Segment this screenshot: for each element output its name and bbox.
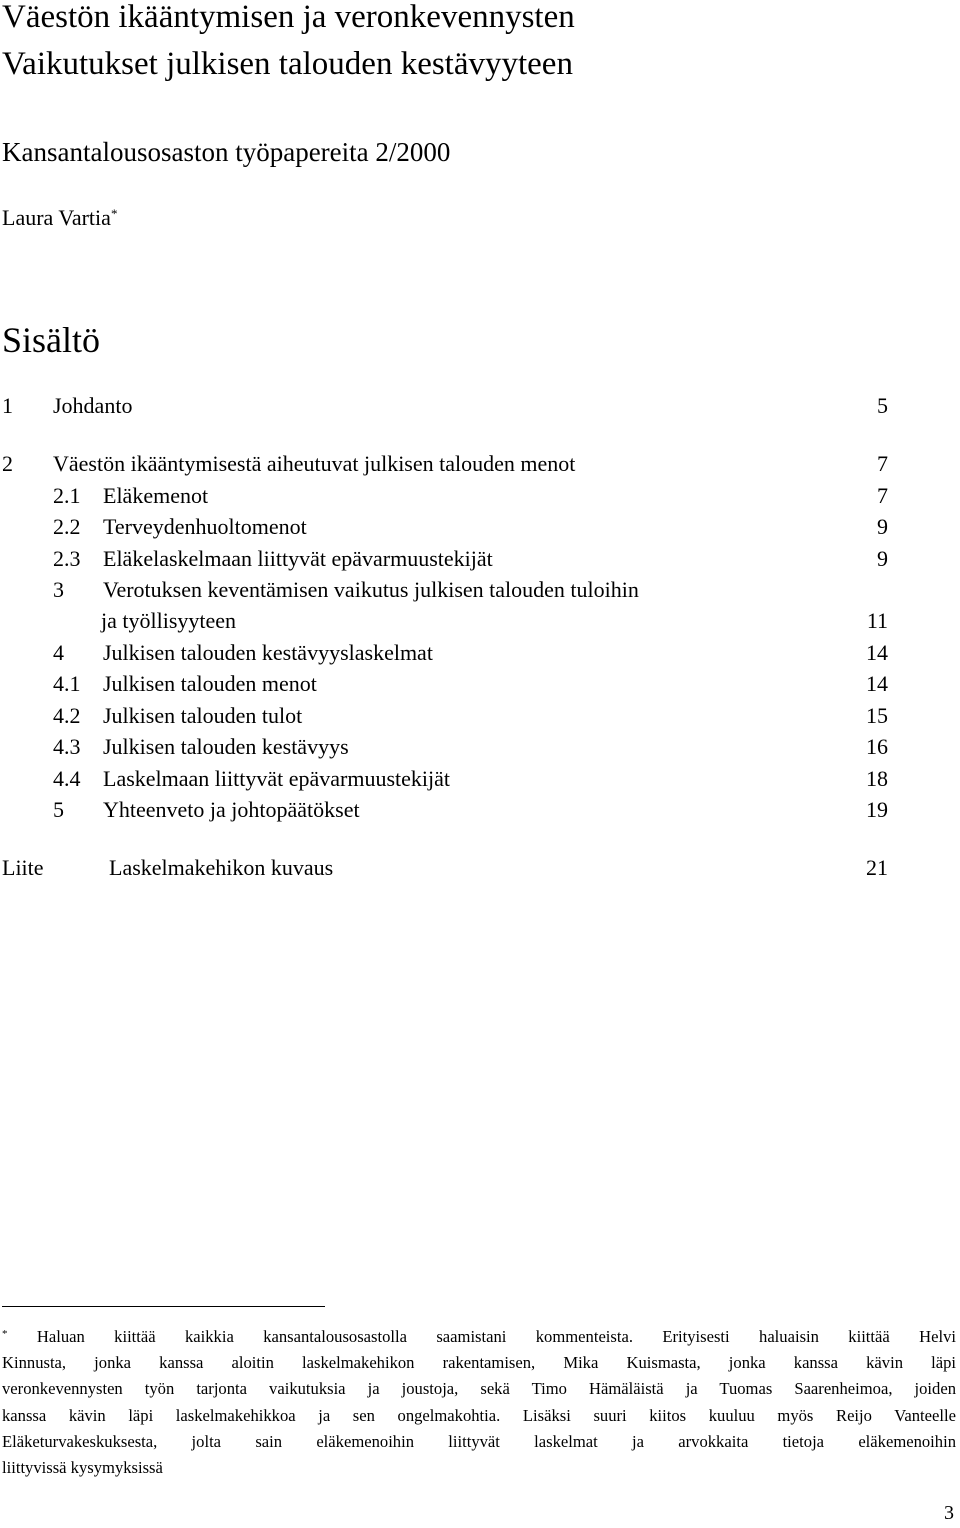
document-title-line-2: Vaikutukset julkisen talouden kestävyyteen	[2, 46, 573, 82]
footnote-line: kanssa kävin läpi laskelmakehikkoa ja sen ongelmakohtia. Lisäksi suuri kiitos kuuluu myös Reijo Vanteelle	[2, 1405, 956, 1425]
toc-entry-page: 14	[866, 640, 888, 665]
toc-entry-label: Väestön ikääntymisestä aiheutuvat julkisen talouden menot	[53, 451, 576, 476]
toc-entry-number: 3	[53, 577, 64, 602]
page-number: 3	[944, 1502, 954, 1524]
toc-entry-number: 4.2	[53, 703, 81, 728]
toc-entry-page: 16	[866, 734, 888, 759]
toc-entry	[0, 481, 960, 511]
toc-entry-label: Julkisen talouden kestävyys	[103, 734, 349, 759]
toc-entry-page: 7	[877, 451, 888, 476]
toc-entry-number: 5	[53, 797, 64, 822]
toc-entry	[0, 606, 960, 636]
toc-entry	[0, 512, 960, 542]
toc-entry	[0, 795, 960, 825]
toc-entry	[0, 575, 960, 605]
toc-entry-label: Verotuksen keventämisen vaikutus julkisen talouden tuloihin	[103, 577, 639, 602]
toc-entry-page: 5	[877, 393, 888, 418]
toc-entry-appendix	[0, 853, 960, 883]
toc-entry-number: 4.3	[53, 734, 81, 759]
toc-entry-number: Liite	[2, 855, 44, 880]
toc-entry-number: 2.2	[53, 514, 81, 539]
toc-entry-label: Terveydenhuoltomenot	[103, 514, 307, 539]
toc-entry-page: 21	[866, 855, 888, 880]
toc-entry-label: Eläkemenot	[103, 483, 209, 508]
document-title-line-1: Väestön ikääntymisen ja veronkevennysten	[2, 0, 575, 35]
toc-entry-label: Eläkelaskelmaan liittyvät epävarmuustekijät	[103, 546, 493, 571]
footnote-line: Eläketurvakeskuksesta, jolta sain eläkemenoihin liittyvät laskelmat ja arvokkaita tietoja eläkemenoihin	[2, 1431, 956, 1451]
toc-entry-label: Laskelmakehikon kuvaus	[109, 855, 334, 880]
footnote	[2, 1324, 956, 1481]
toc-entry-number: 2.3	[53, 546, 81, 571]
toc-entry	[0, 638, 960, 668]
author-line	[2, 203, 117, 233]
toc-entry-page: 7	[877, 483, 888, 508]
toc-entry-number: 4.4	[53, 766, 81, 791]
toc-entry-label: Julkisen talouden menot	[103, 671, 317, 696]
footnote-mark: *	[2, 1328, 8, 1340]
toc-entry	[0, 764, 960, 794]
toc-entry	[0, 449, 960, 479]
toc-entry-page: 15	[866, 703, 888, 728]
toc-entry-number: 4.1	[53, 671, 81, 696]
toc-entry	[0, 669, 960, 699]
toc-entry	[0, 701, 960, 731]
toc-entry-page: 18	[866, 766, 888, 791]
toc-entry-number: 2	[2, 451, 13, 476]
toc-entry-label: ja työllisyyteen	[101, 608, 237, 633]
toc-entry-page: 14	[866, 671, 888, 696]
author-name: Laura Vartia	[2, 205, 111, 230]
toc-entry-number: 2.1	[53, 483, 81, 508]
author-footnote-mark: *	[110, 206, 118, 221]
toc-entry-label: Julkisen talouden kestävyyslaskelmat	[103, 640, 433, 665]
toc-entry-page: 9	[877, 514, 888, 539]
footnote-text: Haluan kiittää kaikkia kansantalousosastolla saamistani kommenteista. Erityisesti haluaisin kiittää Helvi	[36, 1327, 956, 1346]
footnote-line	[2, 1324, 956, 1350]
toc-entry-label: Yhteenveto ja johtopäätökset	[103, 797, 360, 822]
toc-entry-page: 9	[877, 546, 888, 571]
toc-entry-page: 19	[866, 797, 888, 822]
toc-entry-label: Johdanto	[53, 393, 133, 418]
toc-entry-page: 11	[866, 608, 888, 633]
footnote-separator	[2, 1306, 325, 1307]
footnote-line: liittyvissä kysymyksissä	[2, 1458, 163, 1478]
toc-entry-number: 4	[53, 640, 64, 665]
toc-entry	[0, 732, 960, 762]
series-label: Kansantalousosaston työpapereita 2/2000	[2, 137, 451, 167]
footnote-line: veronkevennysten työn tarjonta vaikutuksia ja joustoja, sekä Timo Hämäläistä ja Tuomas Saarenheimoa, joiden	[2, 1379, 956, 1399]
toc-heading: Sisältö	[2, 320, 101, 360]
toc-entry-label: Julkisen talouden tulot	[103, 703, 303, 728]
footnote-line: Kinnusta, jonka kanssa aloitin laskelmakehikon rakentamisen, Mika Kuismasta, jonka kanssa kävin läpi	[2, 1353, 956, 1373]
toc-entry-label: Laskelmaan liittyvät epävarmuustekijät	[103, 766, 450, 791]
toc-entry-number: 1	[2, 393, 13, 418]
toc-entry	[0, 544, 960, 574]
toc-entry	[0, 391, 960, 421]
